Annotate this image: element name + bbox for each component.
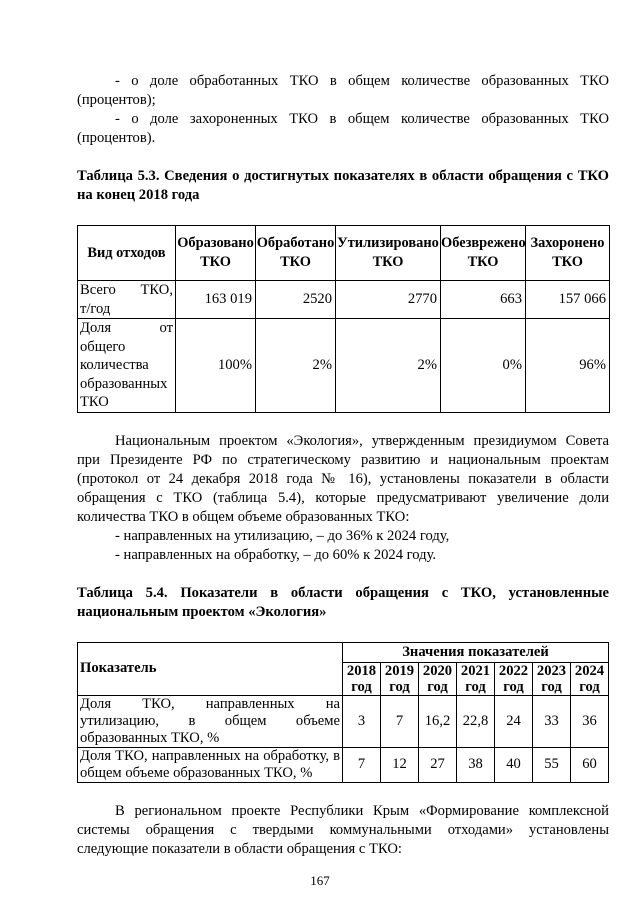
row-label-line: Всего ТКО, (80, 282, 173, 298)
intro-bullet-1a: - о доле обработанных ТКО в общем количестве образованных ТКО (115, 73, 609, 89)
row-label-line: Доля от (80, 320, 173, 336)
intro-bullet-2b: (процентов). (77, 130, 156, 146)
table-cell: 33 (533, 695, 571, 747)
table-cell: 24 (495, 695, 533, 747)
table-cell: 2520 (256, 281, 336, 319)
table-cell: 60 (571, 747, 609, 782)
table-cell: 157 066 (526, 281, 610, 319)
table-cell: 16,2 (419, 695, 457, 747)
intro-bullet-1b: (процентов); (77, 92, 156, 108)
table53-header: Образовано ТКО (176, 226, 256, 281)
table-row (78, 281, 610, 319)
table-cell: 96% (526, 319, 610, 413)
table-cell: 38 (457, 747, 495, 782)
table54-header-indicator: Показатель (78, 642, 343, 695)
table-row (78, 695, 609, 747)
year-header: 2020 год (419, 662, 457, 695)
table-cell: 100% (176, 319, 256, 413)
row-label: Доля ТКО, направленных на утилизацию, в общем объеме образованных ТКО, % (78, 695, 343, 747)
table-row (78, 747, 609, 782)
table53-header: Вид отходов (78, 226, 176, 281)
table53-header-row (78, 226, 610, 281)
row-label: Доля ТКО, направленных на обработку, в общем объеме образованных ТКО, % (78, 747, 343, 782)
table-cell: 7 (343, 747, 381, 782)
table-cell: 3 (343, 695, 381, 747)
year-header: 2019 год (381, 662, 419, 695)
table53-header: Обработано ТКО (256, 226, 336, 281)
intro-bullet-2a: - о доле захороненных ТКО в общем количестве образованных ТКО (115, 111, 609, 127)
table54-caption: Таблица 5.4. Показатели в области обращения с ТКО, установленные национальным проектом «Экология» (77, 584, 609, 620)
table-5-3 (77, 225, 610, 413)
row-label (78, 281, 176, 319)
row-label (78, 319, 176, 413)
table53-caption: Таблица 5.3. Сведения о достигнутых показателях в области обращения с ТКО на конец 2018 года (77, 168, 609, 203)
table-cell: 2% (336, 319, 441, 413)
table53-header: Захоронено ТКО (526, 226, 610, 281)
paragraph-1: Национальным проектом «Экология», утвержденным президиумом Совета при Президенте РФ по стратегическому развитию и национальным проектам (протокол от 24 декабря 2018 года № 16), установлены показатели в области обращения с ТКО (таблица 5.4), которые предусматривают увеличение доли количества ТКО в общем объеме образованных ТКО: (77, 432, 609, 525)
bullet-utilization: - направленных на утилизацию, – до 36% к 2024 году, (115, 527, 450, 544)
year-header: 2023 год (533, 662, 571, 695)
year-header: 2021 год (457, 662, 495, 695)
year-header: 2024 год (571, 662, 609, 695)
document-page (77, 72, 609, 859)
table-cell: 36 (571, 695, 609, 747)
year-header: 2018 год (343, 662, 381, 695)
table53-header: Обезврежено ТКО (441, 226, 526, 281)
table-cell: 663 (441, 281, 526, 319)
table-cell: 7 (381, 695, 419, 747)
table-cell: 2% (256, 319, 336, 413)
table-cell: 27 (419, 747, 457, 782)
year-header: 2022 год (495, 662, 533, 695)
table-cell: 40 (495, 747, 533, 782)
row-label-line: т/год (80, 300, 111, 317)
table-5-4 (77, 642, 609, 783)
table54-header-values: Значения показателей (343, 642, 609, 662)
bullet-processing: - направленных на обработку, – до 60% к 2024 году. (115, 546, 437, 563)
table-cell: 163 019 (176, 281, 256, 319)
table-cell: 12 (381, 747, 419, 782)
table54-header-row (78, 642, 609, 662)
table-row (78, 319, 610, 413)
table-cell: 22,8 (457, 695, 495, 747)
table-cell: 55 (533, 747, 571, 782)
paragraph-2: В региональном проекте Республики Крым «Формирование комплексной системы обращения с твердыми коммунальными отходами» установлены следующие показатели в области обращения с ТКО: (77, 802, 609, 857)
page-number: 167 (310, 873, 330, 888)
table-cell: 0% (441, 319, 526, 413)
table-cell: 2770 (336, 281, 441, 319)
row-label-line: общего количества образованных ТКО (80, 338, 168, 410)
table53-header: Утилизировано ТКО (336, 226, 441, 281)
